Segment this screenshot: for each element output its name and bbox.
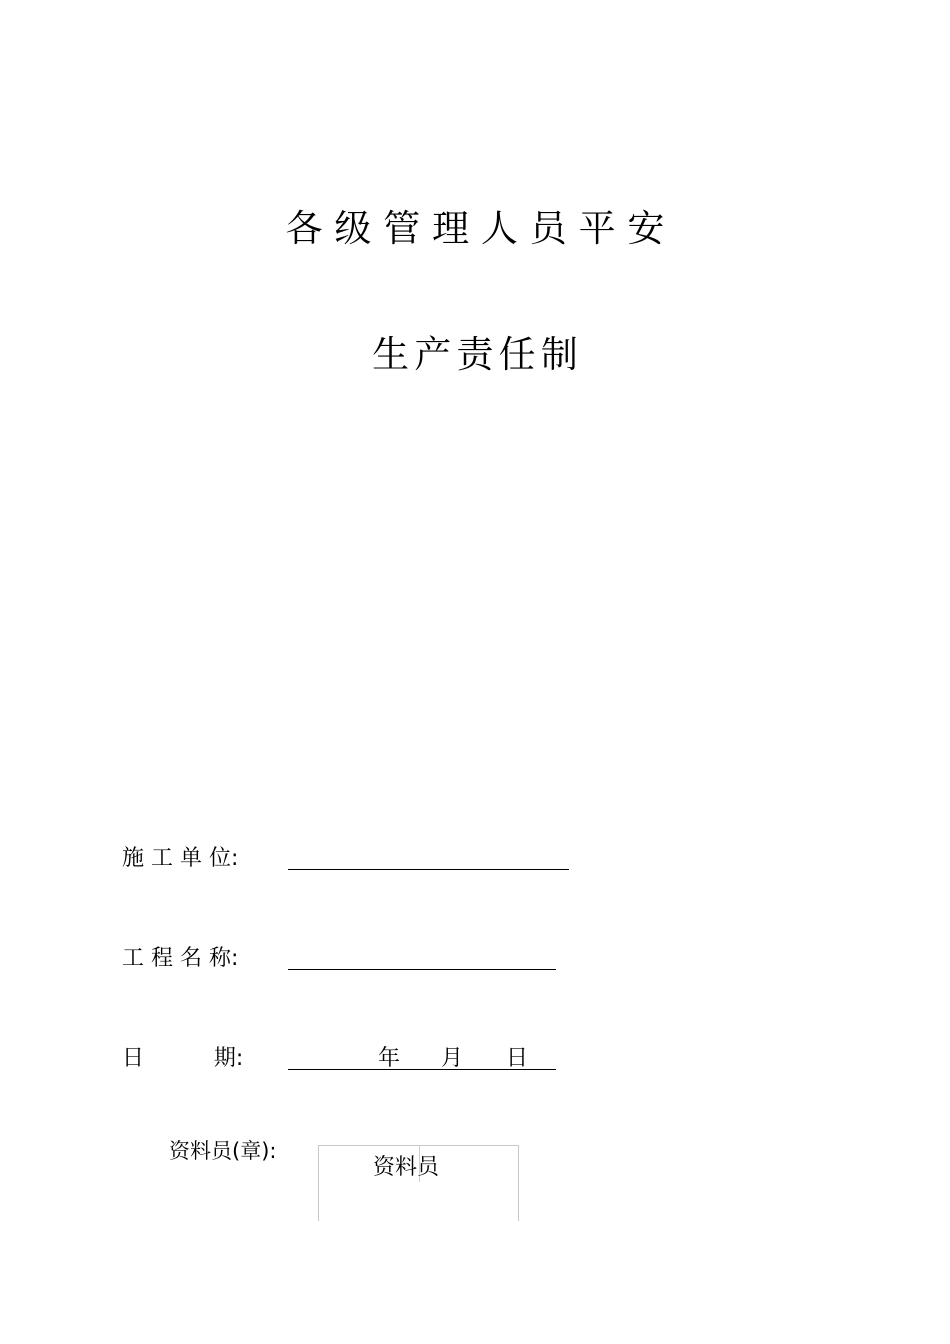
date-day-label: 日 — [506, 1046, 529, 1071]
archivist-stamp-text: 资料员 — [373, 1155, 440, 1180]
construction-unit-underline[interactable] — [288, 869, 569, 870]
date-year-label: 年 — [378, 1046, 401, 1071]
document-title-line-2: 生产责任制 — [372, 333, 584, 376]
project-name-underline[interactable] — [288, 969, 556, 970]
date-label: 日 期: — [122, 1046, 244, 1071]
construction-unit-label: 施 工 单 位: — [122, 846, 239, 871]
archivist-stamp-box[interactable] — [318, 1145, 519, 1221]
archivist-stamp-label: 资料员(章): — [169, 1139, 277, 1163]
document-title-line-1: 各级管理人员平安 — [285, 207, 677, 250]
date-month-label: 月 — [441, 1046, 464, 1071]
project-name-label: 工 程 名 称: — [122, 946, 239, 971]
